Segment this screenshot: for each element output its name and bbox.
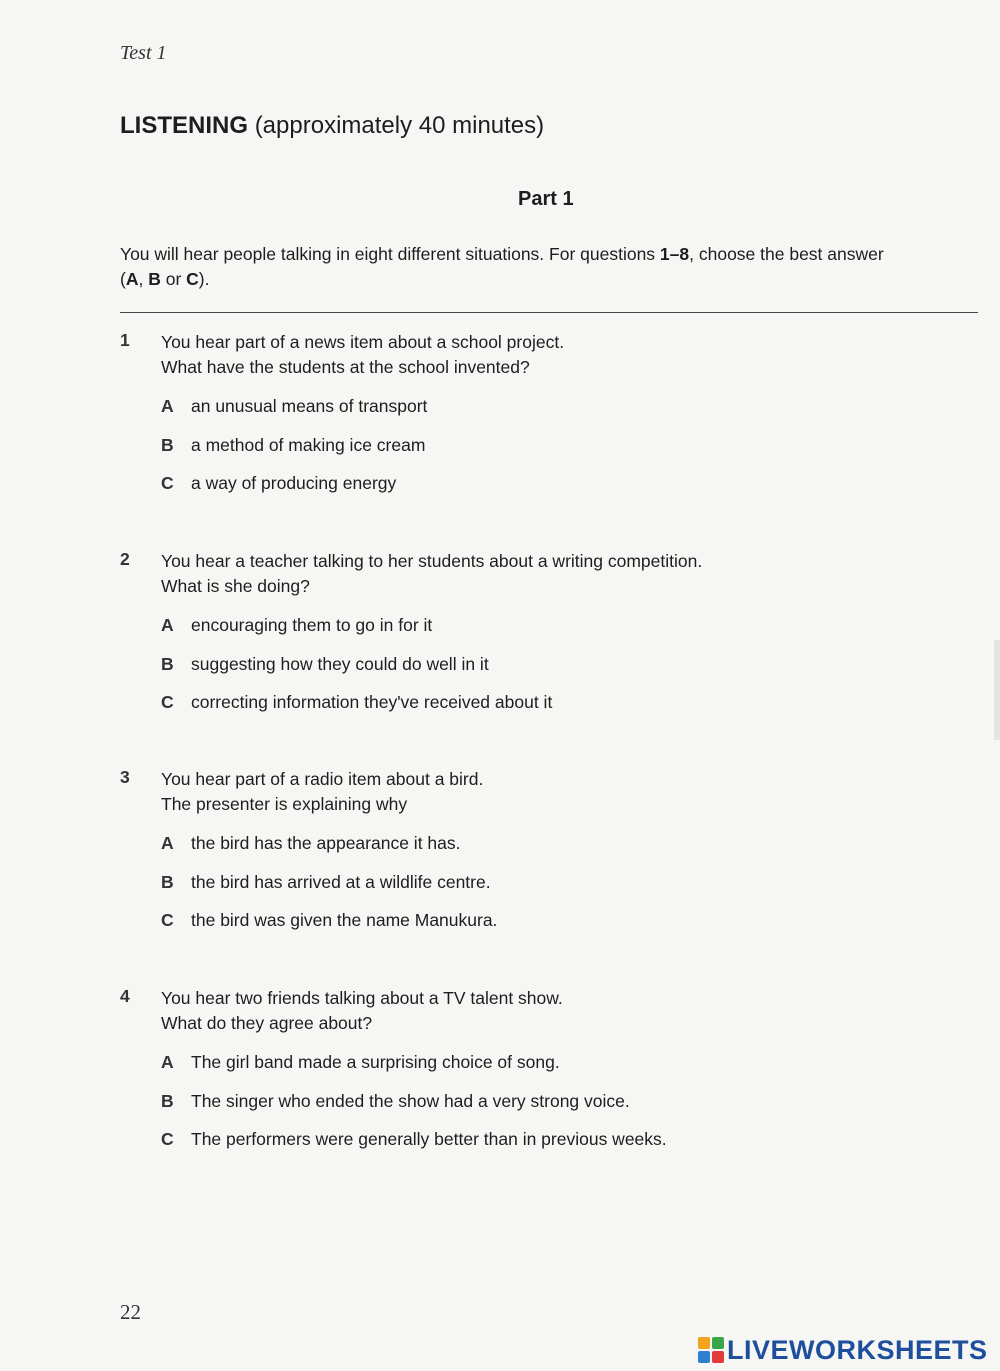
option-letter: B [161, 1091, 174, 1111]
question-number: 1 [120, 330, 130, 350]
option-b[interactable] [161, 652, 489, 676]
option-letter: A [161, 615, 174, 635]
option-text: The singer who ended the show had a very strong voice. [191, 1091, 630, 1111]
divider-line [120, 312, 978, 313]
option-text: the bird has the appearance it has. [191, 833, 461, 853]
part-title: Part 1 [518, 188, 574, 210]
option-letter: A [161, 396, 174, 416]
question-number: 4 [120, 986, 130, 1006]
option-text: the bird has arrived at a wildlife centre. [191, 872, 491, 892]
liveworksheets-logo-icon [698, 1337, 724, 1363]
option-c[interactable] [161, 690, 552, 714]
option-a[interactable] [161, 1050, 560, 1074]
option-text: an unusual means of transport [191, 396, 428, 416]
watermark-text: LIVEWORKSHEETS [727, 1334, 988, 1365]
question-range: 1–8 [659, 244, 690, 264]
option-text: a method of making ice cream [191, 435, 426, 455]
option-b[interactable] [161, 870, 491, 894]
option-text: a way of producing energy [191, 473, 397, 493]
option-letter: B [161, 435, 174, 455]
option-text: The performers were generally better than in previous weeks. [191, 1129, 667, 1149]
option-letter: B [161, 654, 174, 674]
question-stem: You hear a teacher talking to her students about a writing competition. What is she doing? [161, 551, 703, 596]
section-title: LISTENING [120, 112, 249, 139]
option-letter: C [161, 473, 174, 493]
page-edge-shadow [994, 640, 1000, 740]
instructions: You will hear people talking in eight different situations. For questions 1–8, choose the best answer (A, B or C). [120, 244, 884, 289]
option-letter: B [161, 872, 174, 892]
option-c[interactable] [161, 1127, 667, 1151]
option-a[interactable] [161, 394, 427, 418]
option-letter: C [161, 1129, 174, 1149]
option-c[interactable] [161, 471, 396, 495]
logo-square [698, 1337, 710, 1349]
option-text: the bird was given the name Manukura. [191, 910, 498, 930]
section-duration: (approximately 40 minutes) [254, 112, 545, 139]
option-letter: A [161, 833, 174, 853]
test-label: Test 1 [120, 42, 167, 64]
option-letter: C [161, 692, 174, 712]
option-a[interactable] [161, 831, 461, 855]
option-text: The girl band made a surprising choice of song. [191, 1052, 560, 1072]
question-stem: You hear two friends talking about a TV talent show. What do they agree about? [161, 988, 563, 1033]
logo-square [698, 1351, 710, 1363]
question-stem: You hear part of a news item about a school project. What have the students at the school invented? [161, 332, 565, 377]
option-text: correcting information they've received about it [191, 692, 553, 712]
option-a[interactable] [161, 613, 432, 637]
logo-square [712, 1351, 724, 1363]
liveworksheets-watermark [698, 1333, 988, 1367]
question-stem: You hear part of a radio item about a bird. The presenter is explaining why [161, 769, 484, 814]
option-b[interactable] [161, 1089, 630, 1113]
section-heading [120, 112, 544, 140]
option-letter: A [161, 1052, 174, 1072]
logo-square [712, 1337, 724, 1349]
question-number: 2 [120, 549, 130, 569]
option-b[interactable] [161, 433, 425, 457]
option-text: encouraging them to go in for it [191, 615, 433, 635]
page-number: 22 [120, 1300, 141, 1324]
option-text: suggesting how they could do well in it [191, 654, 489, 674]
question-number: 3 [120, 767, 130, 787]
option-letter: C [161, 910, 174, 930]
option-c[interactable] [161, 908, 497, 932]
